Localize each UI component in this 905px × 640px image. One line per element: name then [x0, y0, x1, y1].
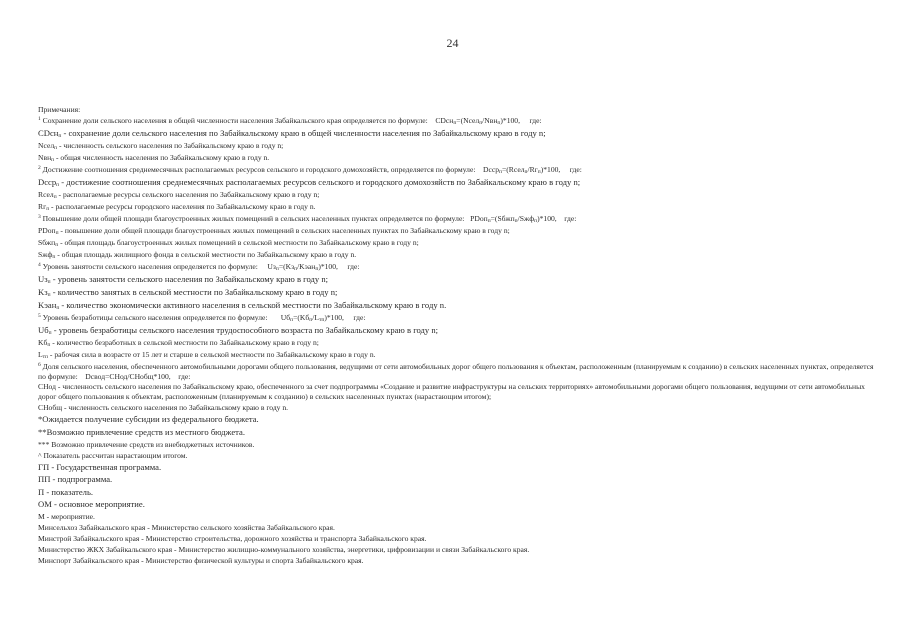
- note-line-minsport: Минспорт Забайкальского края - Министерство физической культуры и спорта Забайкальского края.: [38, 556, 364, 566]
- note-line-star3: *** Возможно привлечение средств из внебюджетных источников.: [38, 439, 255, 449]
- note-line-note3: $^3$ Повышение доли общей площади благоустроенных жилых помещений в сельских населенных пунктах определяется по формуле: PDоп$_п$=(Sбжп$_п$/Sжф$_п$)*100, где:: [38, 214, 577, 225]
- note-line-m: М - мероприятие.: [38, 511, 95, 521]
- note-line-star1: *Ожидается получение субсидии из федерального бюджета.: [38, 414, 259, 425]
- note-line-dssr: Dсср$_п$ - достижение соотношения среднемесячных располагаемых ресурсов сельского и городского домохозяйств по Забайкальскому краю в году n;: [38, 177, 581, 189]
- note-line-note2: $^2$ Достижение соотношения среднемесячных располагаемых ресурсов сельского и городского домохозяйств, определяется по формуле: $Dсср_п=(Rсел_п/Rг_п)*100$, где:: [38, 165, 582, 176]
- note-line-kb: $Kб_п$ - количество безработных в сельской местности по Забайкальскому краю в году n;: [38, 338, 319, 349]
- note-line-p: П - показатель.: [38, 486, 94, 497]
- notes-list: [38, 115, 880, 566]
- note-line-ub: $Uб_п$ - уровень безработицы сельского населения трудоспособного возраста по Забайкальскому краю в году n;: [38, 325, 439, 337]
- note-line-om: ОМ - основное мероприятие.: [38, 499, 145, 510]
- note-line-minselhoz: Минсельхоз Забайкальского края - Министерство сельского хозяйства Забайкальского края.: [38, 522, 335, 532]
- note-line-kz: $Kз_п$ - количество занятых в сельской местности по Забайкальскому краю в году n;: [38, 287, 338, 299]
- note-line-minstroy: Минстрой Забайкальского края - Министерство строительства, дорожного хозяйства и транспорта Забайкальского края.: [38, 534, 427, 543]
- page-number: 24: [446, 36, 459, 50]
- note-line-gp: ГП - Государственная программа.: [38, 461, 162, 472]
- note-line-szhf: Sжф$_п$ - общая площадь жилищного фонда в сельской местности по Забайкальскому краю в году n.: [38, 250, 357, 261]
- note-line-minzhkh: Министерство ЖКХ Забайкальского края - Министерство жилищно-коммунального хозяйства, энергетики, цифровизации и связи Забайкальского края.: [38, 545, 530, 555]
- note-line-note5: $^5$ Уровень безработицы сельского населения определяется по формуле: $Uб_п=(Kб_п/L_{тп})*100$, где:: [38, 313, 366, 324]
- note-line-caret: ^ Показатель рассчитан нарастающим итогом.: [38, 450, 188, 460]
- footnotes-section: [38, 104, 880, 566]
- note-line-pdop: PDоп$_п$ - повышение доли общей площади благоустроенных жилых помещений в сельских населенных пунктах по Забайкальскому краю в году n;: [38, 226, 510, 237]
- note-line-note6: $^6$ Доля сельского населения, обеспеченного автомобильными дорогами общего пользования, ведущими от сети автомобильных дорог общего пользования к объектам, расположенным (планируемым к созданию) в сельских населенных пунктах, определяется по формуле: Dсвод=CНод/CНобщ*100, где:: [38, 362, 874, 381]
- notes-heading: Примечания:: [38, 105, 81, 114]
- note-line-note4: $^4$ Уровень занятости сельского населения определяется по формуле: $Uз_п=(Kз_п/Kэан_п)*100$, где:: [38, 262, 360, 273]
- note-line-sbzhp: Sбжп$_п$ - общая площадь благоустроенных жилых помещений в сельской местности по Забайкальскому краю в году n;: [38, 238, 419, 249]
- note-line-pp: ПП - подпрограмма.: [38, 474, 113, 485]
- note-line-lt: $L_{тп}$ - рабочая сила в возрасте от 15 лет и старше в сельской местности по Забайкальскому краю в году n.: [38, 350, 376, 361]
- note-line-star2: **Возможно привлечение средств из местного бюджета.: [38, 426, 246, 437]
- note-line-uz: $Uз_п$ - уровень занятости сельского населения по Забайкальскому краю в году n;: [38, 274, 329, 286]
- note-line-note1: $^1$ Сохранение доли сельского населения в общей численности населения Забайкальского края определяется по формуле: CDсн$_п$=(Nсел$_п$/Nвн$_п$)*100, где:: [38, 116, 542, 127]
- note-line-rg: $Rг_п$ - располагаемые ресурсы городского населения по Забайкальскому краю в году n.: [38, 202, 316, 213]
- note-line-kean: Kэан$_п$ - количество экономически активного населения в сельской местности по Забайкальскому краю в году n.: [38, 300, 447, 312]
- note-line-cnod: CНод - численность сельского населения по Забайкальскому краю, обеспеченного за счет подпрограммы «Создание и развитие инфраструктуры на сельских территориях» автомобильными дорогами общего пользования, ведущими от сети автомобильных дорог общего пользования к объектам, расположенным (планируемым к созданию) в сельских населенных пунктах (нарастающим итогом);: [38, 382, 865, 401]
- note-line-cnobsh: CНобщ - численность сельского населения по Забайкальскому краю в году n.: [38, 403, 289, 413]
- note-line-cdsn: CDсн$_п$ - сохранение доли сельского населения по Забайкальскому краю в общей численности населения по Забайкальскому краю в году n;: [38, 128, 546, 140]
- note-line-nsel: Nсел$_п$ - численность сельского населения по Забайкальскому краю в году n;: [38, 141, 284, 152]
- note-line-nvn: Nвн$_п$ - общая численность населения по Забайкальскому краю в году n.: [38, 153, 270, 164]
- note-line-rsel: Rсел$_п$ - располагаемые ресурсы сельского населения по Забайкальскому краю в году n;: [38, 190, 320, 201]
